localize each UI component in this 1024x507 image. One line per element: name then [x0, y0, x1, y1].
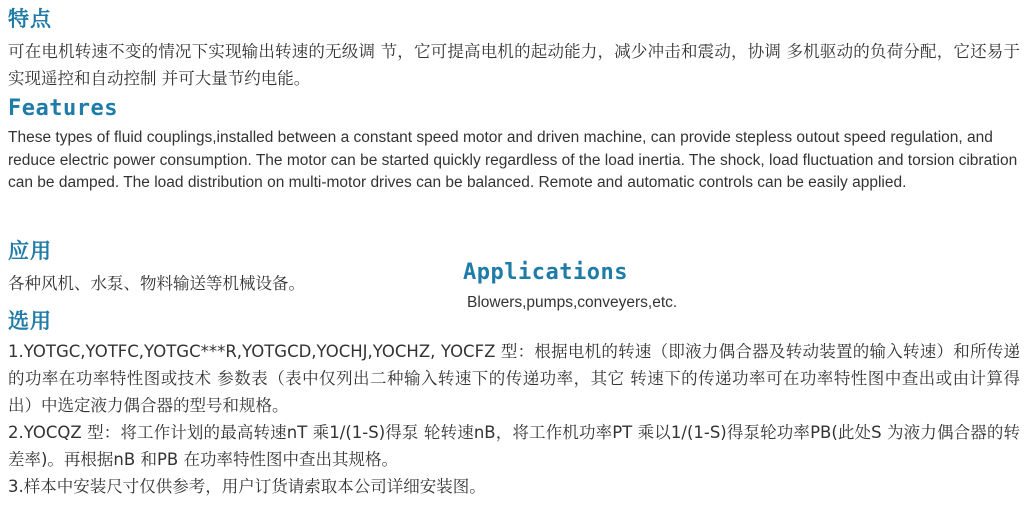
- selection-item-3: 3.样本中安装尺寸仅供参考，用户订货请索取本公司详细安装图。: [8, 477, 486, 496]
- paragraph-features-chinese: 可在电机转速不变的情况下实现输出转速的无级调 节，它可提高电机的起动能力，减少冲击和震动，协调 多机驱动的负荷分配，它还易于实现遥控和自动控制 并可大量节约电能。: [8, 42, 1020, 88]
- paragraph-applications-chinese: 各种风机、水泵、物料输送等机械设备。: [8, 274, 305, 293]
- section-features-chinese: [4, 6, 1024, 92]
- applications-row: [8, 238, 1020, 311]
- heading-applications-chinese: 应用: [8, 239, 52, 263]
- heading-selection: 选用: [8, 309, 52, 333]
- section-selection: [4, 308, 1024, 500]
- heading-features-english: Features: [8, 96, 118, 121]
- heading-applications-english: Applications: [463, 260, 628, 285]
- paragraph-features-english: These types of fluid couplings,installed between a constant speed motor and driven machine, can provide stepless outout speed regulation, and reduce electric power consumption. The motor can be started quickly regardless of the load inertia. The shock, load fluctuation and torsion cibration can be damped. The load distribution on multi-motor drives can be balanced. Remote and automatic controls can be easily applied.: [8, 129, 1018, 191]
- applications-chinese-column: [8, 238, 448, 297]
- selection-item-2: 2.YOCQZ 型：将工作计划的最高转速nT 乘1/(1-S)得泵 轮转速nB，将工作机功率PT 乘以1/(1-S)得泵轮功率PB(此处S 为液力偶合器的转差率)。再根据nB 和PB 在功率特性图中查出其规格。: [8, 423, 1020, 469]
- heading-features-chinese: 特点: [8, 7, 52, 31]
- selection-item-1: 1.YOTGC,YOTFC,YOTGC***R,YOTGCD,YOCHJ,YOCHZ, YOCFZ 型：根据电机的转速（即液力偶合器及转动装置的输入转速）和所传递的功率在功率特性图或技术 参数表（表中仅列出二种输入转速下的传递功率，其它 转速下的传递功率可在功率特性图中查出或由计算得 出）中选定液力偶合器的型号和规格。: [8, 342, 1020, 415]
- section-features-english: [4, 96, 1024, 195]
- paragraph-applications-english: Blowers,pumps,conveyers,etc.: [467, 294, 678, 311]
- applications-english-column: [463, 260, 1003, 315]
- selection-list: [8, 338, 1020, 500]
- section-applications: [4, 238, 1024, 311]
